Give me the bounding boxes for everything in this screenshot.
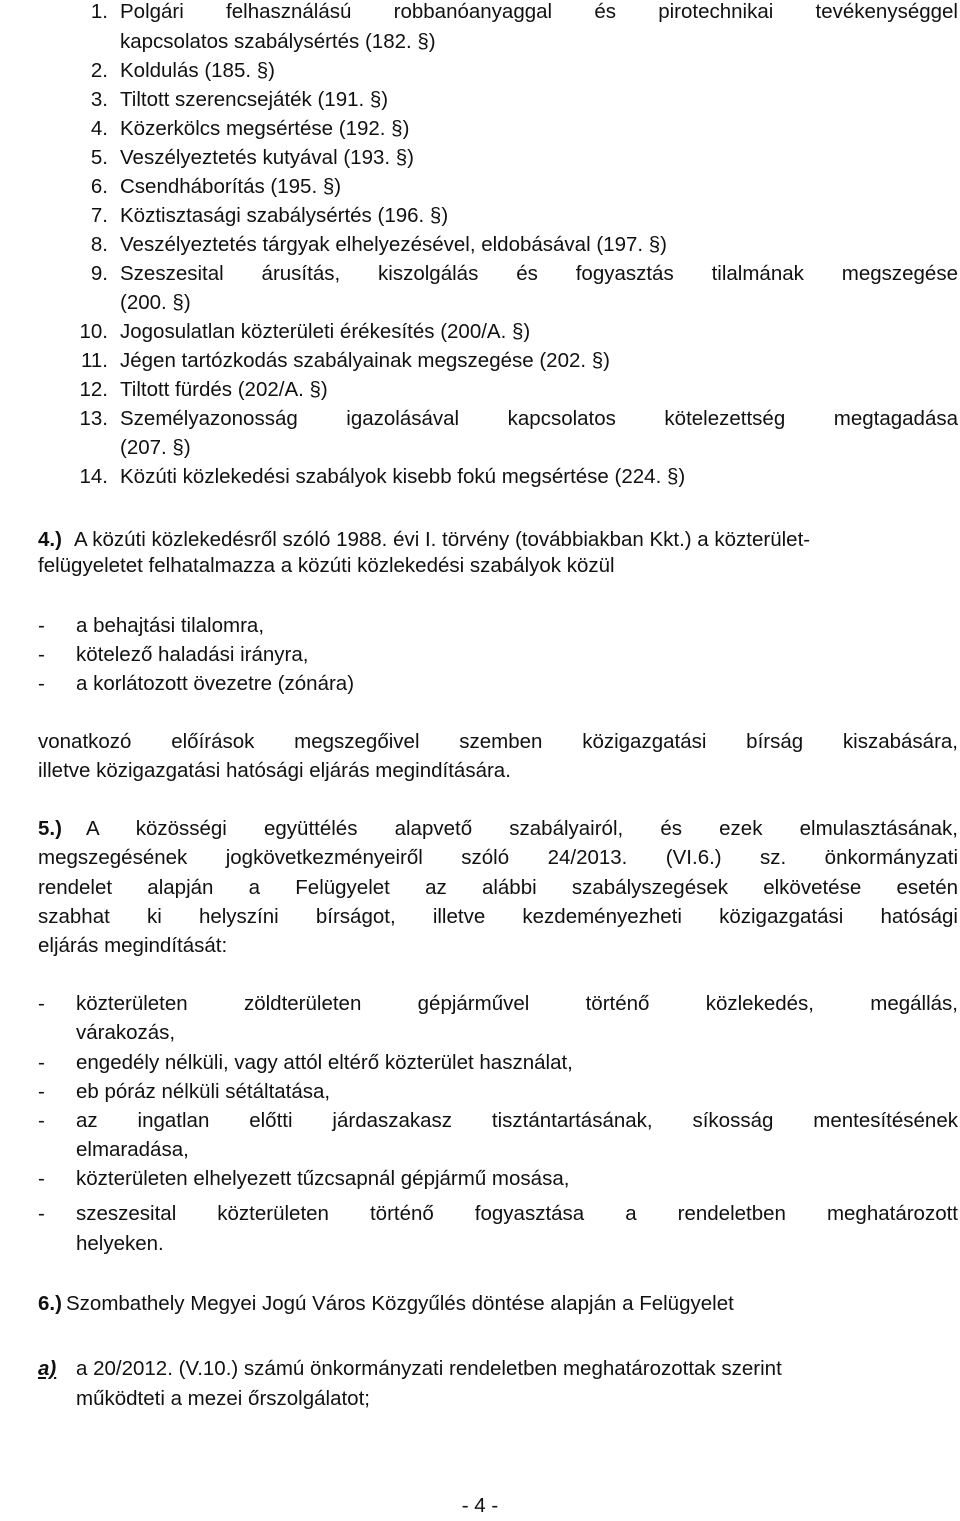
- list-number: 10.: [79, 320, 108, 343]
- section-text: megszegésének jogkövetkezményeiről szóló 24/2013. (VI.6.) sz. önkormányzati: [38, 846, 958, 869]
- list-number: 11.: [81, 349, 108, 372]
- list-text: Szeszesital árusítás, kiszolgálás és fogyasztás tilalmának megszegése: [120, 262, 958, 285]
- section-text: A közúti közlekedésről szóló 1988. évi I. törvény (továbbiakban Kkt.) a közterület-: [74, 528, 811, 551]
- list-text: Jégen tartózkodás szabályainak megszegése (202. §): [120, 349, 611, 372]
- list-text: Közúti közlekedési szabályok kisebb fokú megsértése (224. §): [120, 465, 686, 488]
- section-number: 5.): [38, 817, 62, 840]
- dash-item: engedély nélküli, vagy attól eltérő közterület használat,: [76, 1051, 573, 1074]
- section-number: 6.): [38, 1292, 62, 1315]
- list-text: Köztisztasági szabálysértés (196. §): [120, 204, 449, 227]
- list-number: 3.: [90, 88, 108, 111]
- list-text: Csendháborítás (195. §): [120, 175, 342, 198]
- sub-item-text: működteti a mezei őrszolgálatot;: [76, 1387, 370, 1410]
- list-text: Közerkölcs megsértése (192. §): [120, 117, 410, 140]
- section-text: Szombathely Megyei Jogú Város Közgyűlés döntése alapján a Felügyelet: [66, 1292, 734, 1315]
- list-text: Személyazonosság igazolásával kapcsolatos kötelezettség megtagadása: [120, 407, 958, 430]
- section-text: rendelet alapján a Felügyelet az alábbi szabályszegések elkövetése esetén: [38, 876, 958, 899]
- list-number: 9.: [90, 262, 108, 285]
- list-number: 14.: [79, 465, 108, 488]
- list-number: 6.: [90, 175, 108, 198]
- dash-marker: -: [38, 1051, 45, 1074]
- list-text: Tiltott fürdés (202/A. §): [120, 378, 328, 401]
- page-number: - 4 -: [461, 1494, 499, 1517]
- list-text: Polgári felhasználású robbanóanyaggal és pirotechnikai tevékenységgel: [120, 0, 958, 23]
- section-text: A közösségi együttélés alapvető szabályairól, és ezek elmulasztásának,: [86, 817, 958, 840]
- list-number: 12.: [79, 378, 108, 401]
- dash-item: szeszesital közterületen történő fogyasztása a rendeletben meghatározott: [76, 1202, 958, 1225]
- section-text: eljárás megindítását:: [38, 934, 228, 957]
- list-number: 8.: [90, 233, 108, 256]
- dash-item: a behajtási tilalomra,: [76, 614, 265, 637]
- dash-item: várakozás,: [76, 1021, 176, 1044]
- dash-item: a korlátozott övezetre (zónára): [76, 672, 355, 695]
- dash-item: az ingatlan előtti járdaszakasz tisztántartásának, síkosság mentesítésének: [76, 1109, 958, 1132]
- section-number: 4.): [38, 528, 62, 551]
- list-text: Jogosulatlan közterületi érékesítés (200/A. §): [120, 320, 531, 343]
- sub-item-text: a 20/2012. (V.10.) számú önkormányzati rendeletben meghatározottak szerint: [76, 1357, 782, 1380]
- list-number: 4.: [90, 117, 108, 140]
- dash-marker: -: [38, 672, 45, 695]
- section-text: felügyeletet felhatalmazza a közúti közlekedési szabályok közül: [38, 554, 615, 577]
- list-text: Koldulás (185. §): [120, 59, 275, 82]
- list-number: 5.: [90, 146, 108, 169]
- list-text: (207. §): [120, 436, 191, 459]
- list-number: 2.: [90, 59, 108, 82]
- dash-marker: -: [38, 1167, 45, 1190]
- dash-item: helyeken.: [76, 1232, 164, 1255]
- list-text: Veszélyeztetés tárgyak elhelyezésével, eldobásával (197. §): [120, 233, 667, 256]
- dash-item: kötelező haladási irányra,: [76, 643, 309, 666]
- dash-item: eb póráz nélküli sétáltatása,: [76, 1080, 331, 1103]
- list-text: (200. §): [120, 291, 191, 314]
- dash-marker: -: [38, 1109, 45, 1132]
- list-number: 1.: [90, 0, 108, 23]
- list-text: kapcsolatos szabálysértés (182. §): [120, 30, 436, 53]
- dash-item: elmaradása,: [76, 1138, 189, 1161]
- dash-marker: -: [38, 1202, 45, 1225]
- dash-item: közterületen zöldterületen gépjárművel történő közlekedés, megállás,: [76, 992, 958, 1015]
- dash-item: közterületen elhelyezett tűzcsapnál gépjármű mosása,: [76, 1167, 570, 1190]
- list-number: 13.: [79, 407, 108, 430]
- section-text: illetve közigazgatási hatósági eljárás megindítására.: [38, 759, 511, 782]
- dash-marker: -: [38, 1080, 45, 1103]
- list-text: Veszélyeztetés kutyával (193. §): [120, 146, 414, 169]
- list-text: Tiltott szerencsejáték (191. §): [120, 88, 389, 111]
- dash-marker: -: [38, 614, 45, 637]
- dash-marker: -: [38, 643, 45, 666]
- list-number: 7.: [90, 204, 108, 227]
- dash-marker: -: [38, 992, 45, 1015]
- sub-item-label: a): [38, 1357, 57, 1380]
- section-text: szabhat ki helyszíni bírságot, illetve kezdeményezheti közigazgatási hatósági: [38, 905, 958, 928]
- section-text: vonatkozó előírások megszegőivel szemben közigazgatási bírság kiszabására,: [38, 730, 958, 753]
